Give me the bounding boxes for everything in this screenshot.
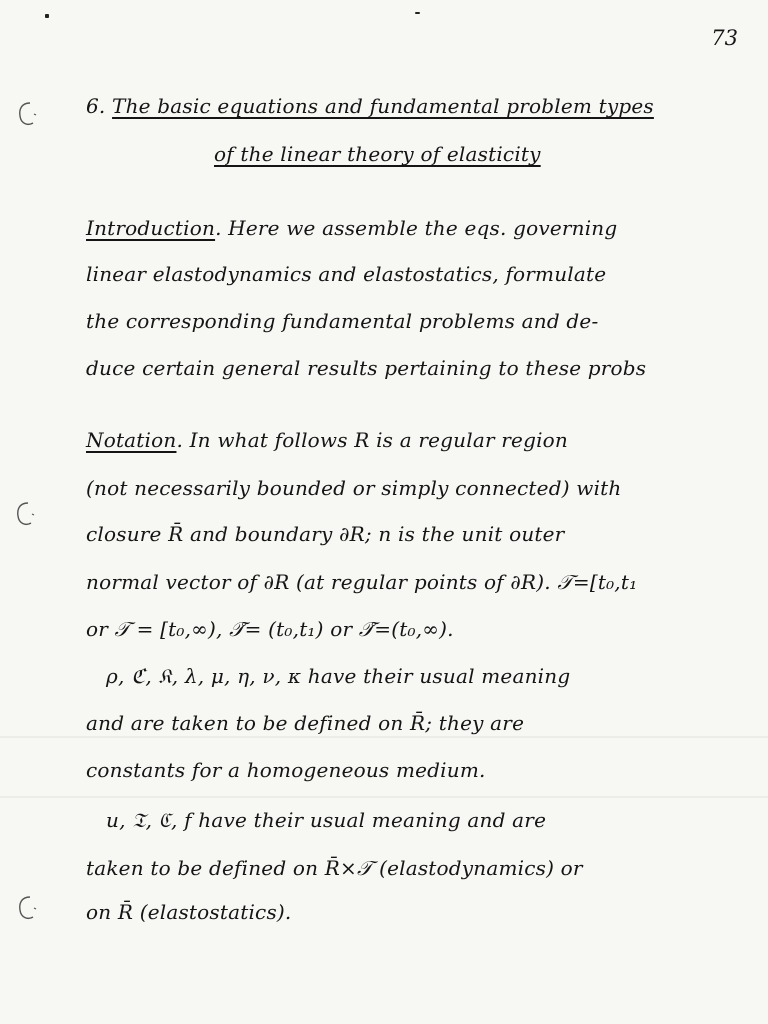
notation-line-5: or 𝒯 = [t₀,∞), 𝒯̊= (t₀,t₁) or 𝒯̊=(t₀,∞).	[86, 617, 454, 641]
notation-lead: Notation	[86, 428, 177, 452]
notation-line-1	[86, 428, 568, 452]
punch-hole-icon	[14, 500, 36, 528]
notation-line-10: taken to be defined on R̄×𝒯 (elastodynamics) or	[86, 856, 583, 880]
notation-line-6: ρ, ℭ, 𝔎, λ, μ, η, ν, κ have their usual meaning	[106, 664, 571, 688]
section-heading-line-1	[86, 94, 654, 118]
scan-speck	[45, 14, 49, 18]
notation-line-2: (not necessarily bounded or simply connected) with	[86, 476, 622, 500]
notation-line-7: and are taken to be defined on R̄; they are	[86, 711, 525, 735]
notation-line-11: on R̄ (elastostatics).	[86, 900, 292, 924]
introduction-text: . Here we assemble the eqs. governing	[215, 216, 618, 240]
page-number: 73	[711, 26, 738, 50]
notation-line-4: normal vector of ∂R (at regular points of ∂R). 𝒯=[t₀,t₁	[86, 570, 638, 594]
introduction-line-2: linear elastodynamics and elastostatics, formulate	[86, 262, 607, 286]
punch-hole-icon	[16, 894, 38, 922]
introduction-line-4: duce certain general results pertaining to these probs	[86, 356, 647, 380]
punch-hole-icon	[16, 100, 38, 128]
notation-line-8: constants for a homogeneous medium.	[86, 758, 486, 782]
introduction-lead: Introduction	[86, 216, 216, 240]
section-number: 6.	[86, 94, 106, 118]
scan-faint-band	[0, 796, 768, 798]
introduction-line-3: the corresponding fundamental problems and de-	[86, 309, 599, 333]
notation-line-3: closure R̄ and boundary ∂R; n is the unit outer	[86, 522, 565, 546]
scan-speck	[415, 12, 420, 14]
introduction-line-1	[86, 216, 617, 240]
section-heading-line-2: of the linear theory of elasticity	[214, 142, 541, 166]
section-title-part-1: The basic equations and fundamental problem types	[112, 94, 654, 118]
notation-line-9: u, 𝔗, ℭ, f have their usual meaning and are	[106, 808, 547, 832]
notation-text: . In what follows R is a regular region	[176, 428, 569, 452]
scan-faint-band	[0, 736, 768, 738]
